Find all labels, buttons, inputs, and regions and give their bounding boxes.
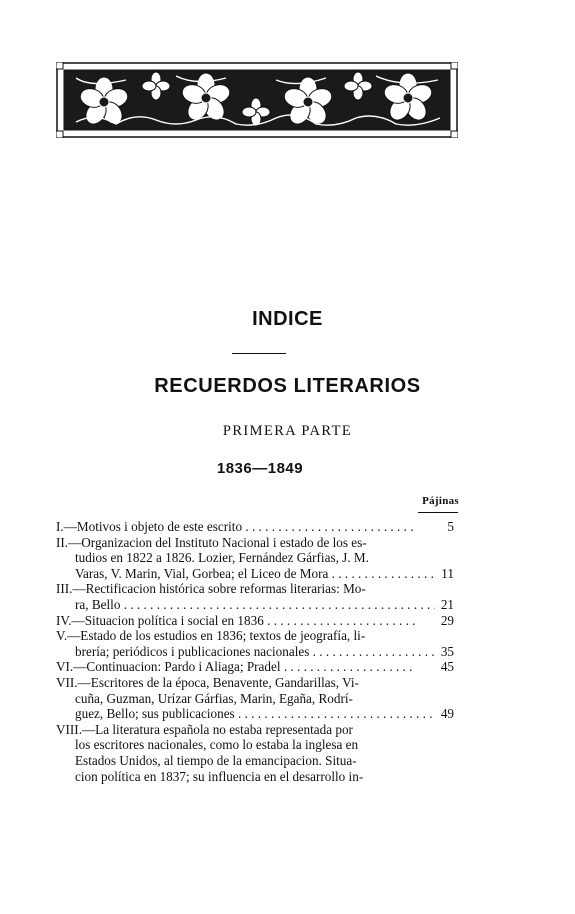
toc-line [56, 737, 458, 753]
toc-line [56, 613, 458, 629]
toc-page-number: 29 [440, 612, 454, 628]
toc-line-text: los escritores nacionales, como lo estaba la inglesa en [75, 737, 359, 753]
pages-label-rule [418, 512, 458, 513]
toc-line [56, 644, 458, 660]
toc-line-text: tudios en 1822 a 1826. Lozier, Fernández Gárfias, J. M. [75, 550, 369, 566]
toc-line-text: IV.—Situacion política i social en 1836 . . . [56, 613, 416, 629]
years-heading: 1836—1849 [216, 460, 304, 477]
toc-line-text: cion política en 1837; su influencia en el desarrollo in- [75, 768, 364, 784]
toc-line [56, 597, 458, 613]
toc-line [56, 675, 458, 691]
toc-page-number: 11 [441, 565, 454, 581]
toc-line [56, 706, 458, 722]
toc-page-number: 5 [447, 519, 454, 534]
toc-line [56, 659, 458, 675]
toc-line [56, 628, 458, 644]
toc-page-number: 45 [440, 659, 454, 675]
toc-line [56, 519, 458, 535]
toc-line-text: cuña, Guzman, Urízar Gárfias, Marin, Egaña, Rodrí- [75, 690, 353, 706]
toc-line-text: VI.—Continuacion: Pardo i Aliaga; Pradel . . . [56, 659, 416, 675]
toc-line-text: guez, Bello; sus publicaciones . . . [56, 706, 435, 722]
toc-line-text: III.—Rectificacion histórica sobre reformas literarias: Mo- [56, 581, 366, 597]
toc-line-text: Varas, V. Marin, Vial, Gorbea; el Liceo de Mora . . . [56, 566, 435, 582]
toc-line [56, 722, 458, 738]
toc-line [56, 769, 458, 785]
toc-line-text: II.—Organizacion del Instituto Nacional i estado de los es- [56, 534, 367, 550]
toc-line-text: VII.—Escritores de la época, Benavente, Gandarillas, Vi- [56, 674, 359, 690]
book-subtitle: RECUERDOS LITERARIOS [154, 375, 421, 397]
toc-line-text: Estados Unidos, al tiempo de la emancipacion. Situa- [75, 752, 357, 768]
toc-line [56, 550, 458, 566]
toc-line-text: I.—Motivos i objeto de este escrito . . . [56, 519, 416, 535]
toc-line [56, 566, 458, 582]
toc-page-number: 49 [440, 706, 454, 722]
index-title: INDICE [252, 308, 323, 330]
floral-ornament [56, 62, 458, 138]
toc-line [56, 691, 458, 707]
toc-line-text: VIII.—La literatura española no estaba representada por [56, 721, 353, 737]
toc-line [56, 581, 458, 597]
toc-line [56, 535, 458, 551]
part-heading: PRIMERA PARTE [222, 423, 353, 439]
toc-page-number: 35 [440, 643, 454, 659]
table-of-contents [56, 519, 458, 784]
title-divider [232, 353, 286, 354]
toc-line-text: V.—Estado de los estudios en 1836; textos de jeografía, li- [56, 628, 366, 644]
toc-line [56, 753, 458, 769]
toc-line-text: ra, Bello . . . [56, 597, 435, 613]
toc-page-number: 21 [440, 596, 454, 612]
pages-column-label: Pájinas [422, 495, 459, 507]
toc-line-text: brería; periódicos i publicaciones nacionales . . . [56, 644, 435, 660]
